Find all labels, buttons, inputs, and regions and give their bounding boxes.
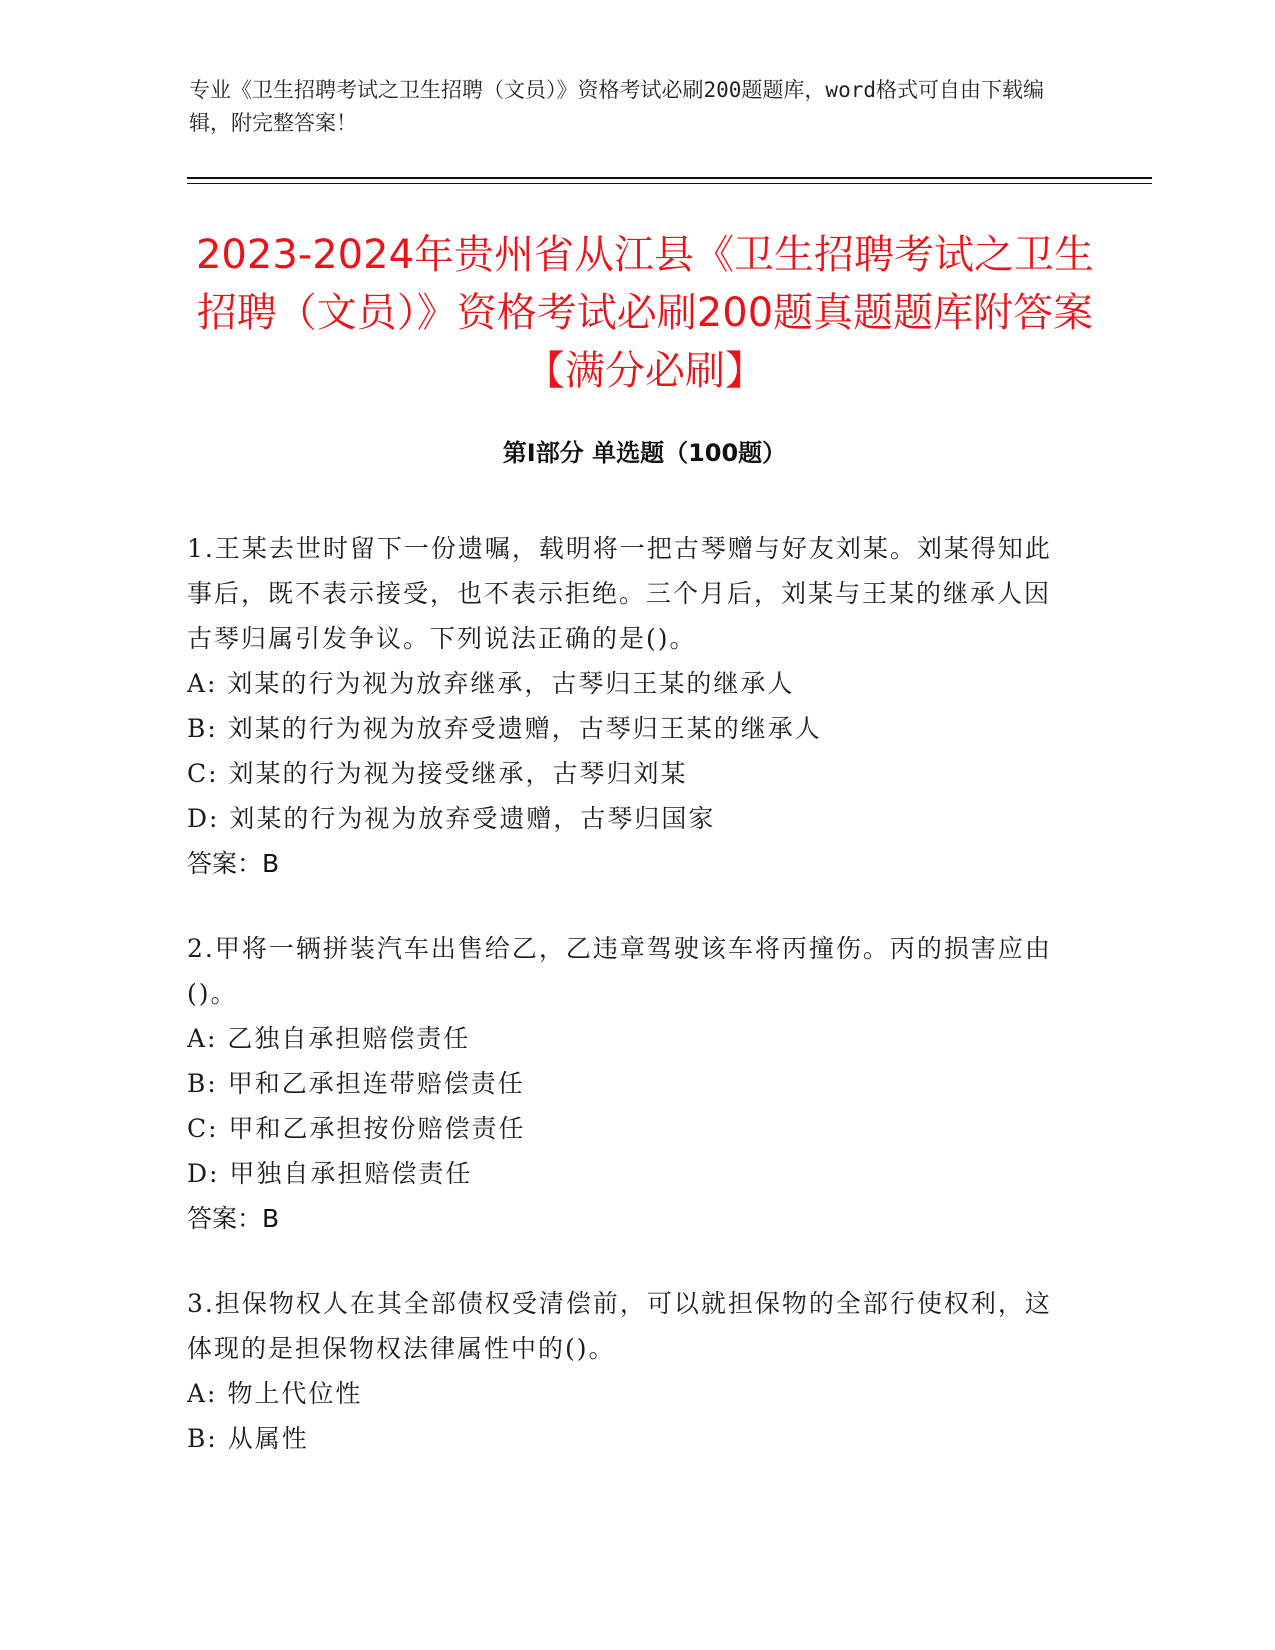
option-a: A: 刘某的行为视为放弃继承，古琴归王某的继承人 xyxy=(187,669,795,698)
question-stem: 2.甲将一辆拼装汽车出售给乙，乙违章驾驶该车将丙撞伤。丙的损害应由()。 xyxy=(187,934,1052,1008)
header-note: 专业《卫生招聘考试之卫生招聘（文员）》资格考试必刷200题题库，word格式可自由下载编辑，附完整答案！ xyxy=(189,78,1044,135)
section-heading: 第Ⅰ部分 单选题（100题） xyxy=(502,439,787,467)
question-1 xyxy=(187,526,1067,886)
header-rule-thick xyxy=(187,177,1152,179)
answer: 答案：B xyxy=(187,1204,280,1233)
option-b: B: 刘某的行为视为放弃受遗赠，古琴归王某的继承人 xyxy=(187,714,822,743)
option-d: D: 刘某的行为视为放弃受遗赠，古琴归国家 xyxy=(187,804,716,833)
question-2 xyxy=(187,926,1067,1241)
option-a: A: 物上代位性 xyxy=(187,1379,363,1408)
option-d: D: 甲独自承担赔偿责任 xyxy=(187,1159,473,1188)
question-list xyxy=(187,526,1067,1501)
question-stem: 3.担保物权人在其全部债权受清偿前，可以就担保物的全部行使权利，这体现的是担保物权法律属性中的()。 xyxy=(187,1289,1052,1363)
header-rule-thin xyxy=(187,183,1152,184)
question-stem: 1.王某去世时留下一份遗嘱，载明将一把古琴赠与好友刘某。刘某得知此事后，既不表示接受，也不表示拒绝。三个月后，刘某与王某的继承人因古琴归属引发争议。下列说法正确的是()。 xyxy=(187,534,1052,653)
option-c: C: 刘某的行为视为接受继承，古琴归刘某 xyxy=(187,759,688,788)
option-b: B: 从属性 xyxy=(187,1424,309,1453)
question-3 xyxy=(187,1281,1067,1461)
option-a: A: 乙独自承担赔偿责任 xyxy=(187,1024,471,1053)
option-b: B: 甲和乙承担连带赔偿责任 xyxy=(187,1069,525,1098)
document-title: 2023-2024年贵州省从江县《卫生招聘考试之卫生招聘（文员）》资格考试必刷200题真题题库附答案【满分必刷】 xyxy=(195,232,1095,394)
answer: 答案：B xyxy=(187,849,280,878)
option-c: C: 甲和乙承担按份赔偿责任 xyxy=(187,1114,526,1143)
